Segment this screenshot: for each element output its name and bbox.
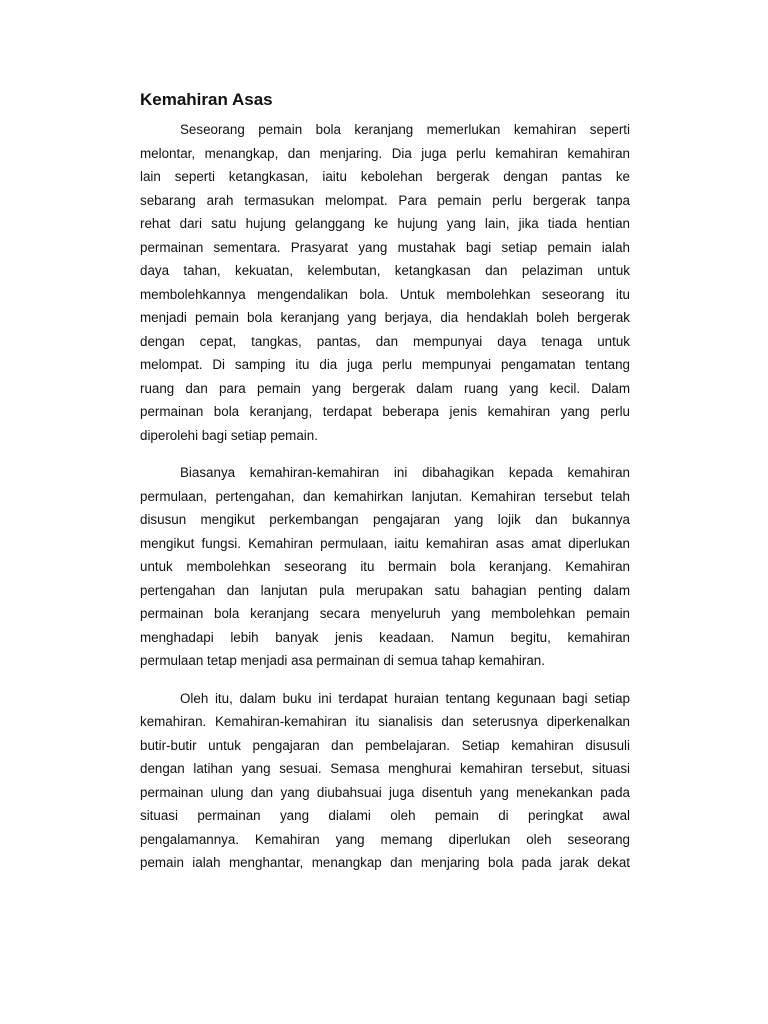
text-line: kemahiran. Kemahiran-kemahiran itu sianalisis dan seterusnya diperkenalkan <box>140 714 630 729</box>
text-line: permainan bola keranjang, terdapat beberapa jenis kemahiran yang perlu <box>140 404 630 419</box>
text-line: membolehkannya mengendalikan bola. Untuk membolehkan seseorang itu <box>140 286 630 302</box>
text-line: menjadi pemain bola keranjang yang berjaya, dia hendaklah boleh bergerak <box>140 310 630 325</box>
text-line: menghadapi lebih banyak jenis keadaan. Namun begitu, kemahiran <box>140 629 630 645</box>
text-line: pemain ialah menghantar, menangkap dan menjaring bola pada jarak dekat <box>140 855 630 870</box>
text-line: lain seperti ketangkasan, iaitu kebolehan bergerak dengan pantas ke <box>140 169 630 184</box>
text-line: permainan ulung dan yang diubahsuai juga disentuh yang menekankan pada <box>140 784 630 800</box>
text-line: permulaan tetap menjadi asa permainan di semua tahap kemahiran. <box>140 653 545 668</box>
text-line: melompat. Di samping itu dia juga perlu mempunyai pengamatan tentang <box>140 357 630 372</box>
text-line: Oleh itu, dalam buku ini terdapat huraian tentang kegunaan bagi setiap <box>180 690 630 706</box>
text-line: Seseorang pemain bola keranjang memerlukan kemahiran seperti <box>180 122 630 137</box>
text-line: daya tahan, kekuatan, kelembutan, ketangkasan dan pelaziman untuk <box>140 263 630 278</box>
text-line: sebarang arah termasukan melompat. Para pemain perlu bergerak tanpa <box>140 192 630 208</box>
text-line: dengan cepat, tangkas, pantas, dan mempunyai daya tenaga untuk <box>140 333 630 349</box>
section-heading: Kemahiran Asas <box>140 90 273 109</box>
text-line: rehat dari satu hujung gelanggang ke hujung yang lain, jika tiada hentian <box>140 216 630 231</box>
text-line: butir-butir untuk pengajaran dan pembelajaran. Setiap kemahiran disusuli <box>140 737 630 753</box>
text-line: permulaan, pertengahan, dan kemahirkan lanjutan. Kemahiran tersebut telah <box>140 488 630 504</box>
document-page <box>140 88 630 889</box>
paragraph-1 <box>140 118 630 447</box>
text-line: permainan bola keranjang secara menyeluruh yang membolehkan pemain <box>140 606 630 621</box>
text-line: situasi permainan yang dialami oleh pemain di peringkat awal <box>140 808 630 823</box>
text-line: ruang dan para pemain yang bergerak dalam ruang yang kecil. Dalam <box>140 380 630 396</box>
text-line: permainan sementara. Prasyarat yang mustahak bagi setiap pemain ialah <box>140 239 630 255</box>
paragraph-3 <box>140 687 630 875</box>
text-line: mengikut fungsi. Kemahiran permulaan, iaitu kemahiran asas amat diperlukan <box>140 535 630 551</box>
text-line: pengalamannya. Kemahiran yang memang diperlukan oleh seseorang <box>140 831 630 847</box>
text-line: disusun mengikut perkembangan pengajaran yang lojik dan bukannya <box>140 512 630 527</box>
text-line: diperolehi bagi setiap pemain. <box>140 427 318 443</box>
text-line: untuk membolehkan seseorang itu bermain bola keranjang. Kemahiran <box>140 559 630 574</box>
text-line: melontar, menangkap, dan menjaring. Dia juga perlu kemahiran kemahiran <box>140 145 630 161</box>
text-line: pertengahan dan lanjutan pula merupakan satu bahagian penting dalam <box>140 582 630 598</box>
text-line: dengan latihan yang sesuai. Semasa menghurai kemahiran tersebut, situasi <box>140 761 630 776</box>
paragraph-2 <box>140 461 630 673</box>
text-line: Biasanya kemahiran-kemahiran ini dibahagikan kepada kemahiran <box>180 465 630 480</box>
